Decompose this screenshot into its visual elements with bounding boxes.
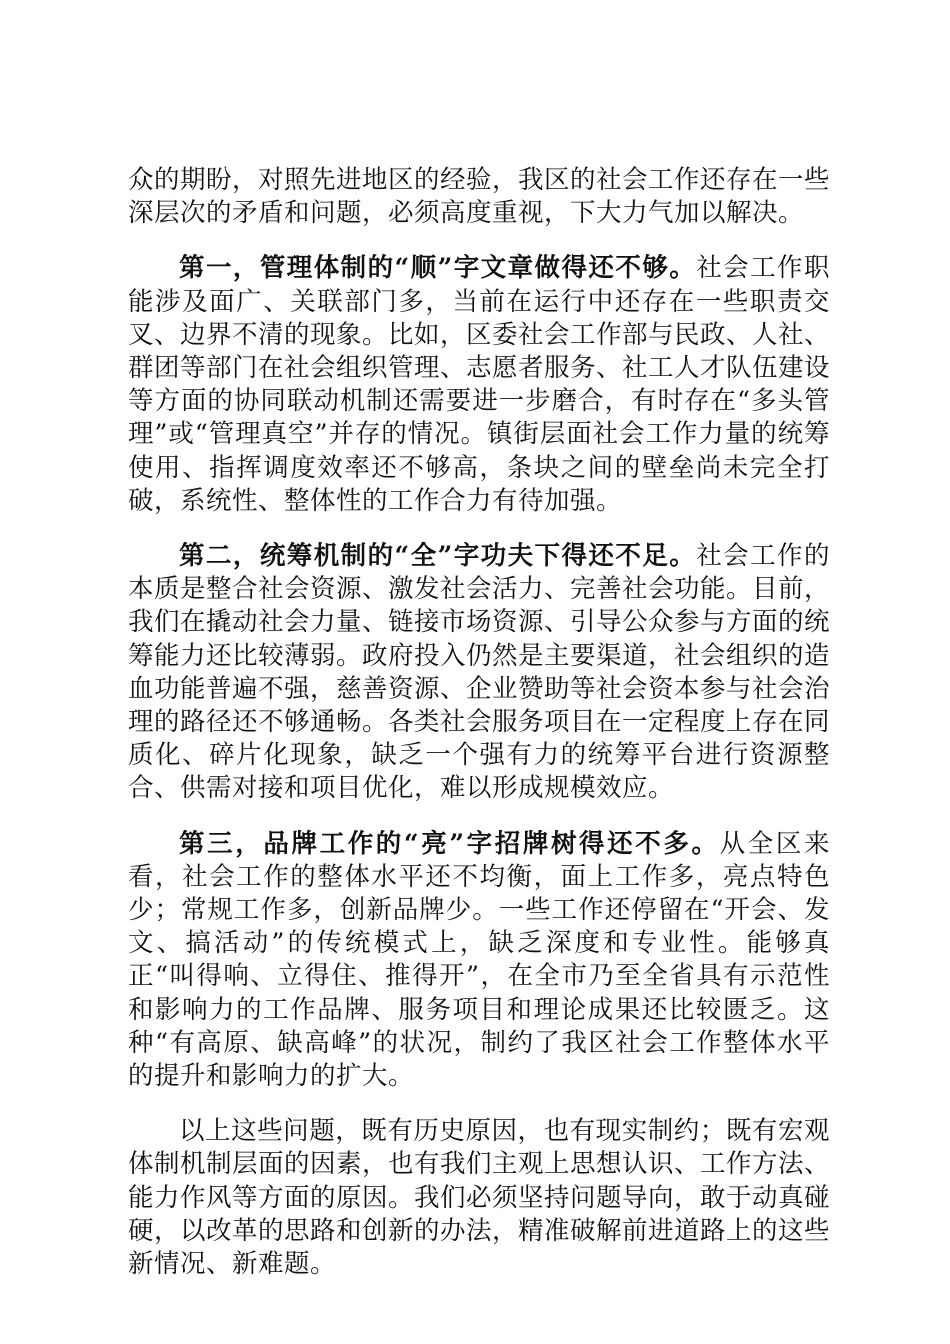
paragraph-body: 以上这些问题，既有历史原因，也有现实制约；既有宏观体制机制层面的因素，也有我们主观上思想认识、工作方法、能力作风等方面的原因。我们必须坚持问题导向，敢于动真碰硬，以改革的思路和创新的办法，精准破解前进道路上的这些新情况、新难题。: [128, 1116, 831, 1280]
paragraph-first-issue: [128, 252, 830, 518]
paragraph-body: 社会工作的本质是整合社会资源、激发社会活力、完善社会功能。目前，我们在撬动社会力量、链接市场资源、引导公众参与方面的统筹能力还比较薄弱。政府投入仍然是主要渠道，社会组织的造血功能普遍不强，慈善资源、企业赞助等社会资本参与社会治理的路径还不够通畅。各类社会服务项目在一定程度上存在同质化、碎片化现象，缺乏一个强有力的统筹平台进行资源整合、供需对接和项目优化，难以形成规模效应。: [128, 541, 831, 804]
paragraph-summary: [128, 1115, 830, 1281]
paragraph-heading: 第一，管理体制的“顺”字文章做得还不够。: [179, 253, 697, 284]
paragraph-body: 从全区来看，社会工作的整体水平还不均衡，面上工作多，亮点特色少；常规工作多，创新品牌少。一些工作还停留在“开会、发文、搞活动”的传统模式上，缺乏深度和专业性。能够真正“叫得响、立得住、推得开”，在全市乃至全省具有示范性和影响力的工作品牌、服务项目和理论成果还比较匮乏。这种“有高原、缺高峰”的状况，制约了我区社会工作整体水平的提升和影响力的扩大。: [128, 828, 830, 1092]
document-page: [128, 164, 830, 1303]
paragraph-heading: 第三，品牌工作的“亮”字招牌树得还不多。: [179, 828, 720, 859]
paragraph-body: 社会工作职能涉及面广、关联部门多，当前在运行中还存在一些职责交叉、边界不清的现象。比如，区委社会工作部与民政、人社、群团等部门在社会组织管理、志愿者服务、社工人才队伍建设等方面的协同联动机制还需要进一步磨合，有时存在“多头管理”或“管理真空”并存的情况。镇街层面社会工作力量的统筹使用、指挥调度效率还不够高，条块之间的壁垒尚未完全打破，系统性、整体性的工作合力有待加强。: [128, 253, 831, 516]
paragraph-continuation: [128, 164, 830, 230]
paragraph-body: 众的期盼，对照先进地区的经验，我区的社会工作还存在一些深层次的矛盾和问题，必须高度重视，下大力气加以解决。: [128, 165, 831, 229]
paragraph-heading: 第二，统筹机制的“全”字功夫下得还不足。: [179, 541, 697, 572]
paragraph-third-issue: [128, 828, 830, 1094]
paragraph-second-issue: [128, 540, 830, 806]
